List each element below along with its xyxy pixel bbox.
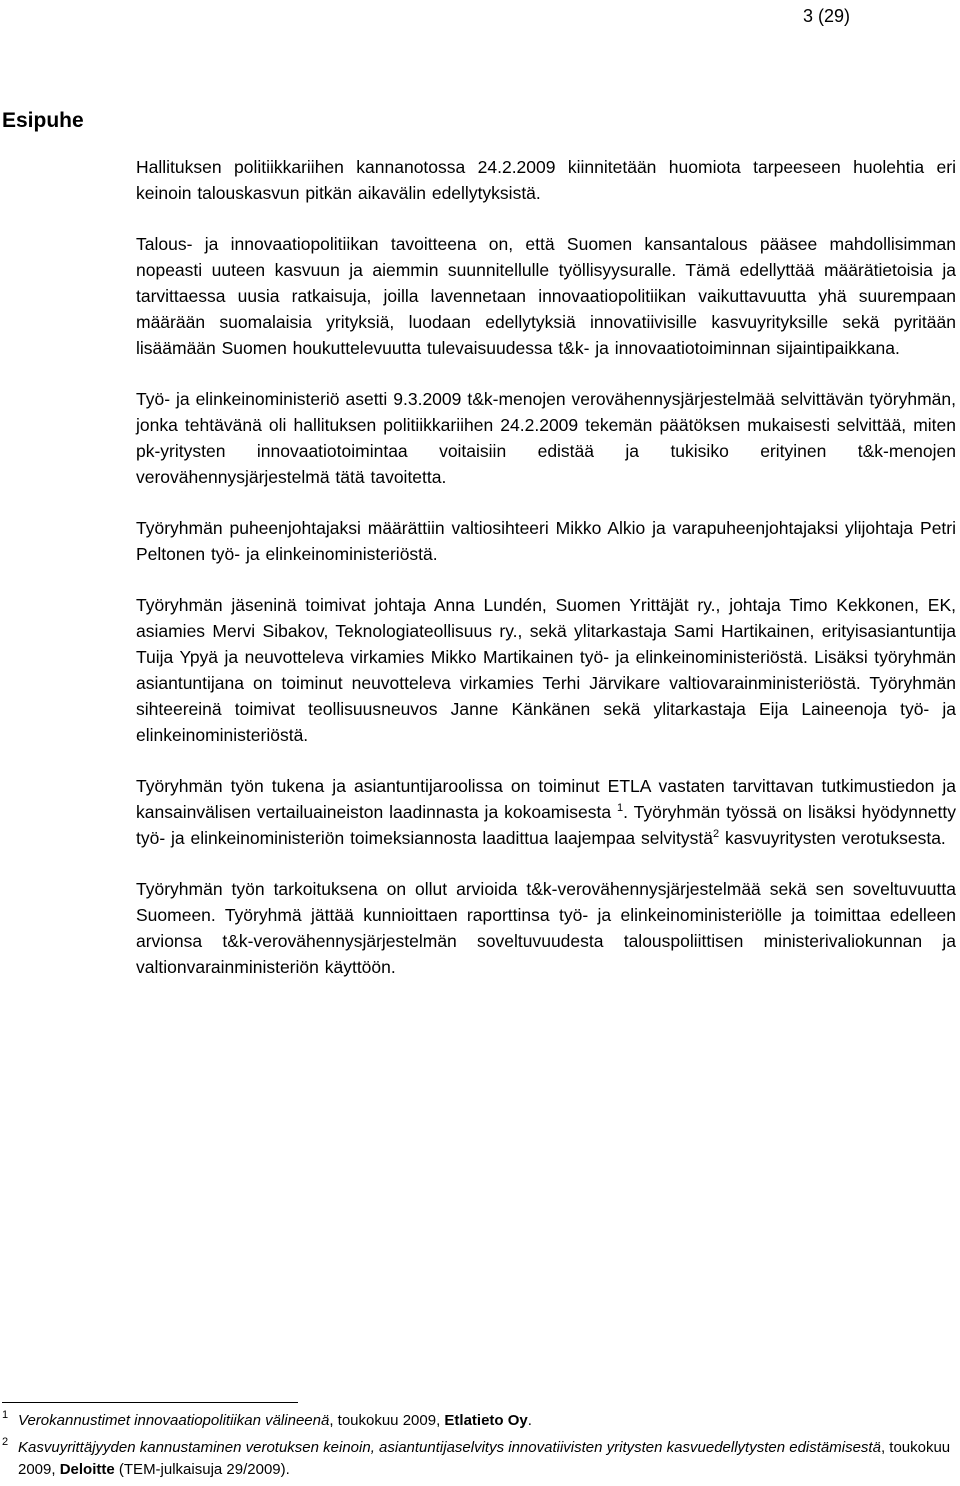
paragraph-1: Hallituksen politiikkariihen kannanotossa 24.2.2009 kiinnitetään huomiota tarpeeseen huolehtia eri keinoin talouskasvun pitkän aikavälin edellytyksistä.: [136, 157, 956, 203]
paragraph-5: Työryhmän jäseninä toimivat johtaja Anna Lundén, Suomen Yrittäjät ry., johtaja Timo Kekkonen, EK, asiamies Mervi Sibakov, Teknologiateollisuus ry., sekä ylitarkastaja Sami Hartikainen, erityisasiantuntija Tuija Ypyä ja neuvotteleva virkamies Mikko Martikainen työ- ja elinkeinoministeriöstä. Lisäksi työryhmän asiantuntijana on toiminut neuvotteleva virkamies Terhi Järvikare valtiovarainministeriöstä. Työryhmän sihteereinä toimivat teollisuusneuvos Janne Känkänen sekä ylitarkastaja Eija Laineenoja työ- ja elinkeinoministeriöstä.: [136, 595, 956, 745]
footnote-1-suffix: .: [527, 1412, 532, 1429]
paragraph-6: [136, 773, 956, 851]
paragraph-6-text-a: Työryhmän työn tukena ja asiantuntijaroolissa on toiminut ETLA vastaten tarvittavan tutkimustiedon ja kansainvälisen vertailuaineiston laadinnasta ja kokoamisesta: [136, 776, 956, 822]
footnotes: [2, 1410, 952, 1486]
paragraph-3: Työ- ja elinkeinoministeriö asetti 9.3.2009 t&k-menojen verovähennysjärjestelmää selvittävän työryhmän, jonka tehtävänä oli hallituksen politiikkariihen 24.2.2009 tekemän päätöksen mukaisesti selvittää, miten pk-yritysten innovaatiotoimintaa voitaisiin edistää ja tukisiko erityinen t&k-menojen verovähennysjärjestelmä tätä tavoitetta.: [136, 389, 956, 487]
footnote-1-title: Verokannustimet innovaatiopolitiikan välineenä: [18, 1412, 330, 1429]
paragraph-6-text-b: . Työryhmän työssä on lisäksi hyödynnetty työ- ja elinkeinoministeriön toimeksiannosta laadittua laajempaa selvitystä: [136, 802, 956, 848]
footnote-ref-1: 1: [617, 802, 624, 814]
footnote-2-detail: , toukokuu 2009,: [18, 1439, 951, 1478]
footnote-2-title: Kasvuyrittäjyyden kannustaminen verotuksen keinoin, asiantuntijaselvitys innovatiivisten yritysten kasvuedellytysten edistämisestä: [18, 1439, 881, 1456]
body-text: [136, 154, 956, 1005]
footnote-1-detail: , toukokuu 2009,: [329, 1412, 445, 1429]
footnote-2-number: 2: [2, 1436, 9, 1448]
paragraph-7: Työryhmän työn tarkoituksena on ollut arvioida t&k-verovähennysjärjestelmää sekä sen soveltuvuutta Suomeen. Työryhmä jättää kunnioittaen raporttinsa työ- ja elinkeinoministeriölle ja toimittaa edelleen arvionsa t&k-verovähennysjärjestelmän soveltuvuudesta talouspoliittisen ministerivaliokunnan ja valtionvarainministeriön käyttöön.: [136, 879, 956, 977]
page-number: 3 (29): [802, 6, 850, 26]
footnote-2-suffix: (TEM-julkaisuja 29/2009).: [114, 1461, 290, 1478]
footnote-1: [2, 1410, 952, 1432]
paragraph-2: Talous- ja innovaatiopolitiikan tavoitteena on, että Suomen kansantalous pääsee mahdollisimman nopeasti uuteen kasvuun ja aiemmin suunnitellulle työllisyysuralle. Tämä edellyttää määrätietoisia ja tarvittaessa uusia ratkaisuja, joilla lavennetaan innovaatiopolitiikan vaikuttavuutta yhä suurempaan määrään suomalaisia yrityksiä, luodaan edellytyksiä innovatiivisille kasvuyrityksille sekä pyritään lisäämään Suomen houkuttelevuutta tulevaisuudessa t&k- ja innovaatiotoiminnan sijaintipaikkana.: [136, 234, 956, 358]
footnote-1-publisher: Etlatieto Oy: [444, 1412, 528, 1429]
paragraph-4: Työryhmän puheenjohtajaksi määrättiin valtiosihteeri Mikko Alkio ja varapuheenjohtajaksi ylijohtaja Petri Peltonen työ- ja elinkeinoministeriöstä.: [136, 518, 956, 564]
footnote-ref-2: 2: [713, 828, 720, 840]
paragraph-6-text-c: kasvuyritysten verotuksesta.: [719, 828, 946, 848]
page-heading: Esipuhe: [2, 109, 84, 132]
footnote-2: [2, 1437, 952, 1481]
footnote-1-number: 1: [2, 1409, 9, 1421]
footnote-divider: [2, 1402, 298, 1403]
footnote-2-publisher: Deloitte: [59, 1461, 115, 1478]
